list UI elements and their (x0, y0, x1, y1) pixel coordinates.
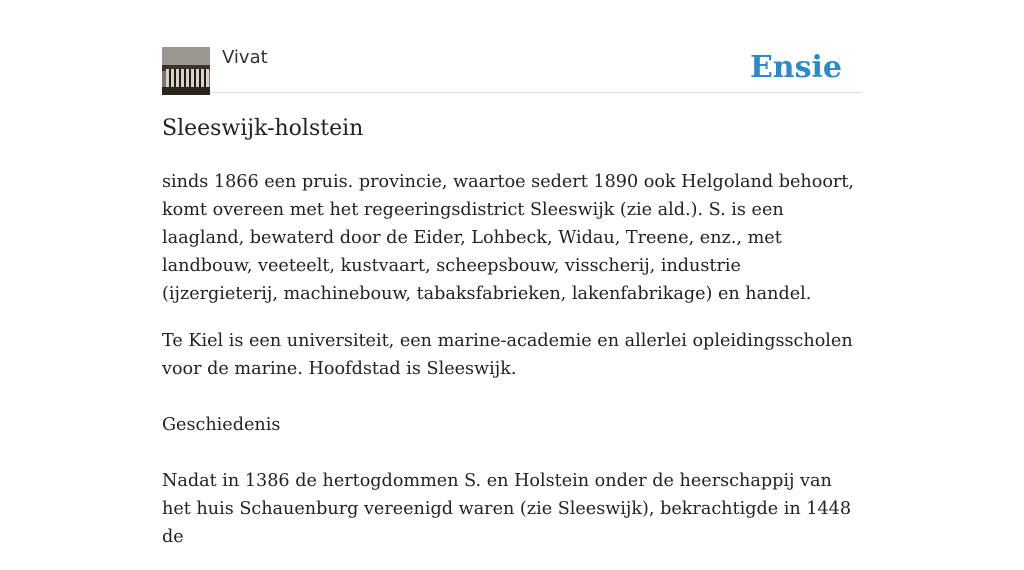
avatar[interactable] (162, 47, 210, 95)
article-body (162, 168, 862, 570)
avatar-image-icon (162, 47, 210, 95)
article-paragraph: sinds 1866 een pruis. provincie, waartoe sedert 1890 ook Helgoland behoort, komt overeen met het regeeringsdistrict Sleeswijk (zie ald.). S. is een laagland, bewaterd door de Eider, Lohbeck, Widau, Treene, enz., met landbouw, veeteelt, kustvaart, scheepsbouw, visscherij, industrie (ijzergieterij, machinebouw, tabaksfabrieken, lakenfabrikage) en handel. (162, 172, 854, 304)
author-name[interactable]: Vivat (222, 47, 268, 68)
section-heading: Geschiedenis (162, 415, 281, 435)
article-paragraph: Te Kiel is een universiteit, een marine-academie en allerlei opleidingsscholen voor de marine. Hoofdstad is Sleeswijk. (162, 331, 853, 379)
article-title: Sleeswijk-holstein (162, 116, 364, 141)
article-paragraph: Nadat in 1386 de hertogdommen S. en Holstein onder de heerschappij van het huis Schauenburg vereenigd waren (zie Sleeswijk), bekrachtigde in 1448 de (162, 471, 852, 547)
site-logo[interactable]: Ensie (749, 50, 842, 85)
header (162, 46, 862, 93)
